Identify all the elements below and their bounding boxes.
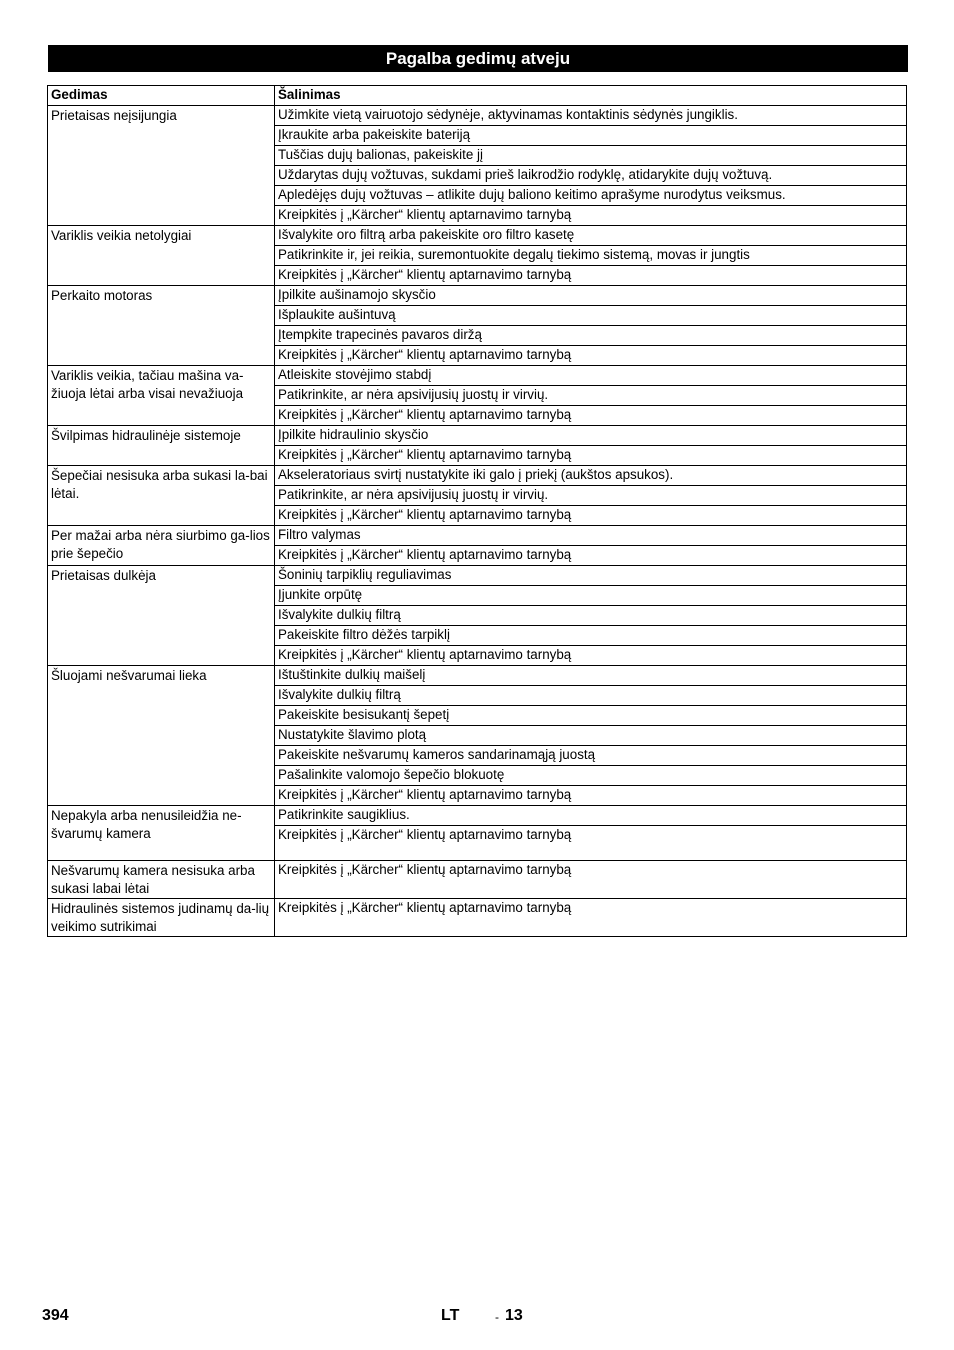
fault-cell: Per mažai arba nėra siurbimo ga-lios prie šepečio: [48, 526, 275, 566]
troubleshooting-table: [47, 85, 907, 937]
remedy-cell: Įpilkite aušinamojo skysčio: [275, 286, 907, 306]
remedy-cell: Kreipkitės į „Kärcher“ klientų aptarnavimo tarnybą: [275, 646, 907, 666]
remedy-cell: Kreipkitės į „Kärcher“ klientų aptarnavimo tarnybą: [275, 826, 907, 861]
table-row: [48, 366, 907, 386]
remedy-cell: Pašalinkite valomojo šepečio blokuotę: [275, 766, 907, 786]
remedy-cell: Tuščias dujų balionas, pakeiskite jį: [275, 146, 907, 166]
fault-cell: Prietaisas dulkėja: [48, 566, 275, 666]
table-header-row: [48, 86, 907, 106]
remedy-cell: Pakeiskite nešvarumų kameros sandarinamąją juostą: [275, 746, 907, 766]
table-row: [48, 566, 907, 586]
remedy-cell: Kreipkitės į „Kärcher“ klientų aptarnavimo tarnybą: [275, 346, 907, 366]
fault-cell: Prietaisas neįsijungia: [48, 106, 275, 226]
remedy-cell: Filtro valymas: [275, 526, 907, 546]
remedy-cell: Kreipkitės į „Kärcher“ klientų aptarnavimo tarnybą: [275, 786, 907, 806]
table-row: [48, 806, 907, 826]
remedy-cell: Išplaukite aušintuvą: [275, 306, 907, 326]
table-row: [48, 666, 907, 686]
remedy-cell: Užimkite vietą vairuotojo sėdynėje, aktyvinamas kontaktinis sėdynės jungiklis.: [275, 106, 907, 126]
footer-dash: -: [495, 1310, 499, 1324]
remedy-cell: Kreipkitės į „Kärcher“ klientų aptarnavimo tarnybą: [275, 861, 907, 899]
fault-cell: Nešvarumų kamera nesisuka arba sukasi labai lėtai: [48, 861, 275, 899]
remedy-cell: Išvalykite dulkių filtrą: [275, 686, 907, 706]
fault-cell: Perkaito motoras: [48, 286, 275, 366]
remedy-cell: Apledėjęs dujų vožtuvas – atlikite dujų baliono keitimo aprašyme nurodytus veiksmus.: [275, 186, 907, 206]
table-row: [48, 899, 907, 937]
language-code: LT: [441, 1307, 460, 1324]
remedy-cell: Įpilkite hidraulinio skysčio: [275, 426, 907, 446]
table-row: [48, 426, 907, 446]
remedy-cell: Patikrinkite ir, jei reikia, suremontuokite degalų tiekimo sistemą, movas ir jungtis: [275, 246, 907, 266]
remedy-cell: Patikrinkite saugiklius.: [275, 806, 907, 826]
page-number: 394: [42, 1307, 69, 1324]
remedy-cell: Pakeiskite besisukantį šepetį: [275, 706, 907, 726]
header-remedy: Šalinimas: [275, 86, 907, 106]
remedy-cell: Kreipkitės į „Kärcher“ klientų aptarnavimo tarnybą: [275, 406, 907, 426]
table-row: [48, 466, 907, 486]
section-title: Pagalba gedimų atveju: [48, 45, 908, 72]
remedy-cell: Atleiskite stovėjimo stabdį: [275, 366, 907, 386]
remedy-cell: Akseleratoriaus svirtį nustatykite iki galo į priekį (aukštos apsukos).: [275, 466, 907, 486]
table-row: [48, 226, 907, 246]
remedy-cell: Kreipkitės į „Kärcher“ klientų aptarnavimo tarnybą: [275, 506, 907, 526]
remedy-cell: Pakeiskite filtro dėžės tarpiklį: [275, 626, 907, 646]
fault-cell: Šluojami nešvarumai lieka: [48, 666, 275, 806]
table-row: [48, 286, 907, 306]
remedy-cell: Patikrinkite, ar nėra apsivijusių juostų ir virvių.: [275, 486, 907, 506]
remedy-cell: Uždarytas dujų vožtuvas, sukdami prieš laikrodžio rodyklę, atidarykite dujų vožtuvą.: [275, 166, 907, 186]
remedy-cell: Kreipkitės į „Kärcher“ klientų aptarnavimo tarnybą: [275, 546, 907, 566]
remedy-cell: Šoninių tarpiklių reguliavimas: [275, 566, 907, 586]
table-row: [48, 526, 907, 546]
header-fault: Gedimas: [48, 86, 275, 106]
fault-cell: Hidraulinės sistemos judinamų da-lių veikimo sutrikimai: [48, 899, 275, 937]
fault-cell: Nepakyla arba nenusileidžia ne-švarumų kamera: [48, 806, 275, 861]
fault-cell: Variklis veikia netolygiai: [48, 226, 275, 286]
remedy-cell: Kreipkitės į „Kärcher“ klientų aptarnavimo tarnybą: [275, 446, 907, 466]
remedy-cell: Išvalykite oro filtrą arba pakeiskite oro filtro kasetę: [275, 226, 907, 246]
fault-cell: Variklis veikia, tačiau mašina va-žiuoja lėtai arba visai nevažiuoja: [48, 366, 275, 426]
remedy-cell: Nustatykite šlavimo plotą: [275, 726, 907, 746]
sub-page-number: 13: [505, 1307, 523, 1324]
remedy-cell: Kreipkitės į „Kärcher“ klientų aptarnavimo tarnybą: [275, 206, 907, 226]
remedy-cell: Kreipkitės į „Kärcher“ klientų aptarnavimo tarnybą: [275, 899, 907, 937]
remedy-cell: Įkraukite arba pakeiskite bateriją: [275, 126, 907, 146]
remedy-cell: Patikrinkite, ar nėra apsivijusių juostų ir virvių.: [275, 386, 907, 406]
remedy-cell: Ištuštinkite dulkių maišelį: [275, 666, 907, 686]
fault-cell: Šepečiai nesisuka arba sukasi la-bai lėtai.: [48, 466, 275, 526]
fault-cell: Švilpimas hidraulinėje sistemoje: [48, 426, 275, 466]
remedy-cell: Išvalykite dulkių filtrą: [275, 606, 907, 626]
remedy-cell: Kreipkitės į „Kärcher“ klientų aptarnavimo tarnybą: [275, 266, 907, 286]
table-row: [48, 106, 907, 126]
table-row: [48, 861, 907, 899]
remedy-cell: Įjunkite orpūtę: [275, 586, 907, 606]
remedy-cell: Įtempkite trapecinės pavaros diržą: [275, 326, 907, 346]
